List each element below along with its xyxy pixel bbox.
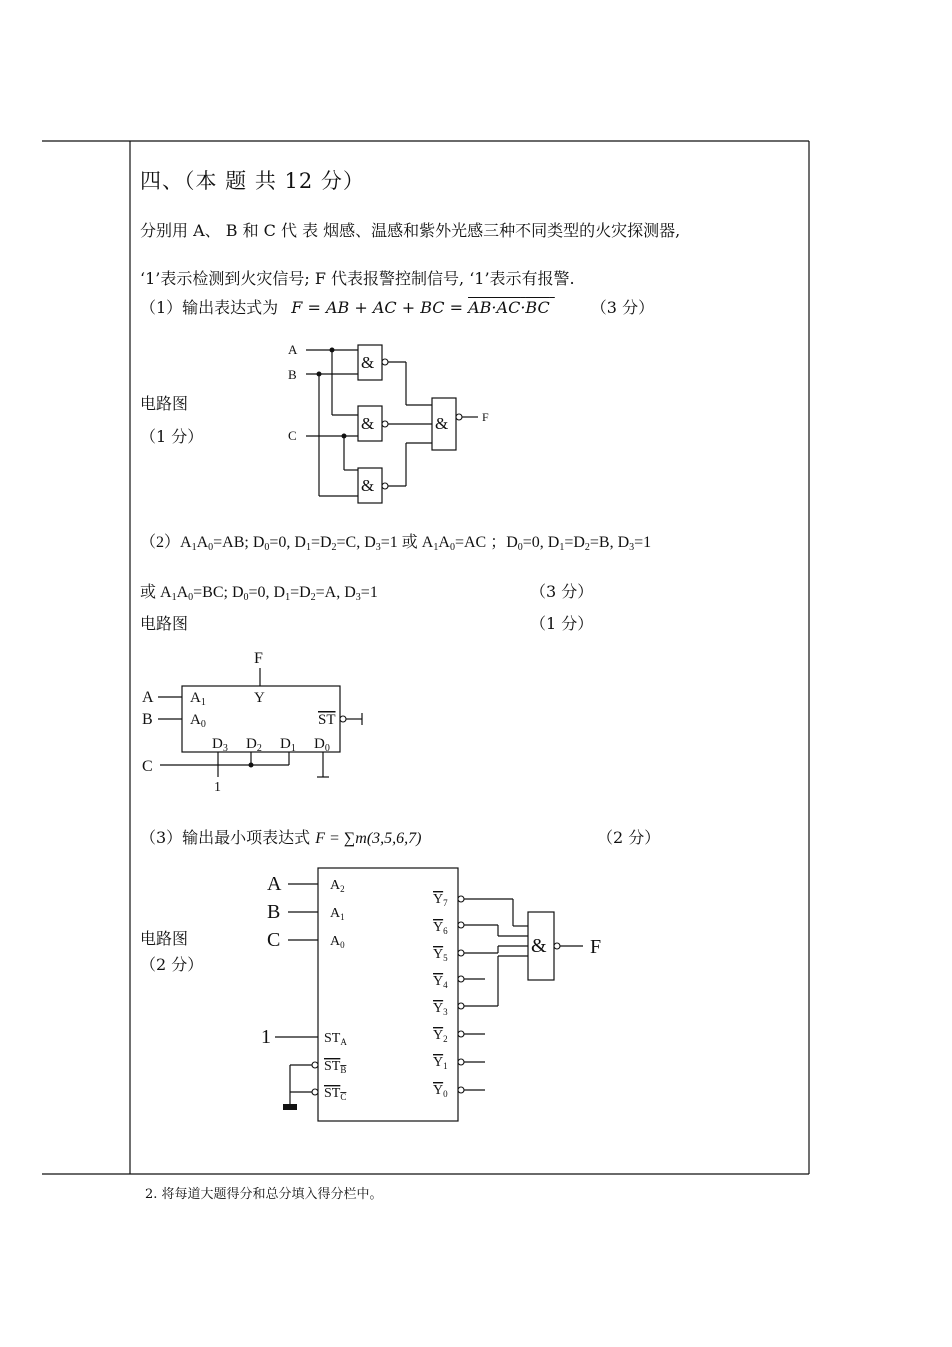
part1-score: （3 分）: [590, 298, 655, 317]
dec-in-a: A: [267, 873, 282, 895]
mux-pin-a0: $A_0$: [190, 712, 206, 730]
dec-pin-y6: $Y_6$: [433, 920, 448, 936]
gate-out-symbol: &: [435, 414, 449, 433]
mux-in-a: A: [142, 689, 154, 706]
ground-symbol: [283, 1104, 297, 1110]
part1-line: （1）输出表达式为 F = AB + AC + BC = AB·AC·BC （3 分）: [140, 298, 655, 317]
dec-in-b: B: [267, 901, 281, 923]
part3-circuit-label: 电路图: [140, 929, 189, 948]
part1-circuit-score: （1 分）: [140, 427, 204, 446]
nand-term-ab: AB: [468, 298, 492, 317]
mux-pin-st: ST: [318, 712, 336, 728]
nand-term-bc: BC: [525, 298, 550, 317]
nand-circuit: [280, 335, 520, 510]
mux-pin-a1: $A_1$: [190, 690, 206, 708]
part2-circuit-label: 电路图: [140, 614, 189, 633]
part2-line-1: $(2)A_1A_0=AB$; $D_0=0$, $D_1=D_2=C$, $D_3=1$ 或 $A_1A_0=AC$ ；$D_0=0$, $D_1=D_2=B$, $D_3=1$: [140, 534, 652, 553]
dec-pin-stc: $ST_C$: [324, 1086, 347, 1102]
dec-pin-a1: $A_1$: [330, 906, 345, 922]
gate1-symbol: &: [361, 353, 375, 372]
part3-line: [140, 825, 421, 848]
dec-pin-y3: $Y_3$: [433, 1001, 448, 1017]
dec-pin-sta: $ST_A$: [324, 1031, 347, 1047]
mux-in-c: C: [142, 758, 153, 775]
part3-label: （3）输出最小项表达式: [140, 828, 311, 847]
mux-pin-d0: $D_0$: [314, 736, 330, 754]
dec-pin-y2: $Y_2$: [433, 1028, 448, 1044]
part1-circuit-label: 电路图: [140, 394, 189, 413]
dec-in-c: C: [267, 929, 281, 951]
mux-pin-d1: $D_1$: [280, 736, 296, 754]
dec-output-f: F: [590, 936, 602, 958]
intro-line-2: ‘1’表示检测到火灾信号; F 代表报警控制信号, ‘1’表示有报警.: [140, 269, 575, 288]
footer-note: 2. 将每道大题得分和总分填入得分栏中。: [145, 1187, 383, 1202]
dec-pin-y5: $Y_5$: [433, 947, 448, 963]
part2-line-2: 或 $A_1A_0=BC$; $D_0=0$, $D_1=D_2=A$, $D_3=1$: [140, 584, 378, 603]
gate2-symbol: &: [361, 414, 375, 433]
part1-label: （1）输出表达式为: [140, 298, 279, 317]
dec-enable-one: 1: [261, 1026, 271, 1048]
mux-pin-d3: $D_3$: [212, 736, 228, 754]
mux-pin-y: Y: [254, 690, 265, 706]
dec-pin-y7: $Y_7$: [433, 892, 448, 908]
dec-pin-a0: $A_0$: [330, 934, 345, 950]
part1-formula-lhs: F = AB + AC + BC =: [291, 298, 464, 317]
dec-pin-y0: $Y_0$: [433, 1083, 448, 1099]
dec-gate-symbol: &: [531, 935, 547, 957]
nand-term-ac: AC: [496, 298, 521, 317]
dec-pin-a2: $A_2$: [330, 878, 345, 894]
decoder-circuit: [255, 866, 615, 1126]
mux-circuit: [138, 645, 378, 795]
part3-circuit-score: （2 分）: [140, 955, 204, 974]
mux-in-b: B: [142, 711, 153, 728]
input-b-label: B: [288, 367, 297, 382]
part2-circuit-score: （1 分）: [530, 614, 594, 633]
gate3-symbol: &: [361, 476, 375, 495]
section-title: 四、（本 题 共 12 分）: [140, 169, 365, 193]
mux-pin-d2: $D_2$: [246, 736, 262, 754]
output-f-label: F: [482, 410, 489, 424]
mux-out-f: F: [254, 650, 263, 667]
part3-score: （2 分）: [597, 828, 661, 847]
part3-formula: F = ∑m(3,5,6,7): [315, 830, 422, 847]
mux-const-one: 1: [214, 780, 221, 795]
part2-score: （3 分）: [530, 582, 594, 601]
intro-line-1: 分别用 A、 B 和 C 代 表 烟感、温感和紫外光感三种不同类型的火灾探测器,: [140, 221, 681, 240]
dec-pin-stb: $ST_B$: [324, 1059, 347, 1075]
input-c-label: C: [288, 428, 297, 443]
input-a-label: A: [288, 342, 298, 357]
dec-pin-y4: $Y_4$: [433, 974, 448, 990]
dec-pin-y1: $Y_1$: [433, 1055, 448, 1071]
